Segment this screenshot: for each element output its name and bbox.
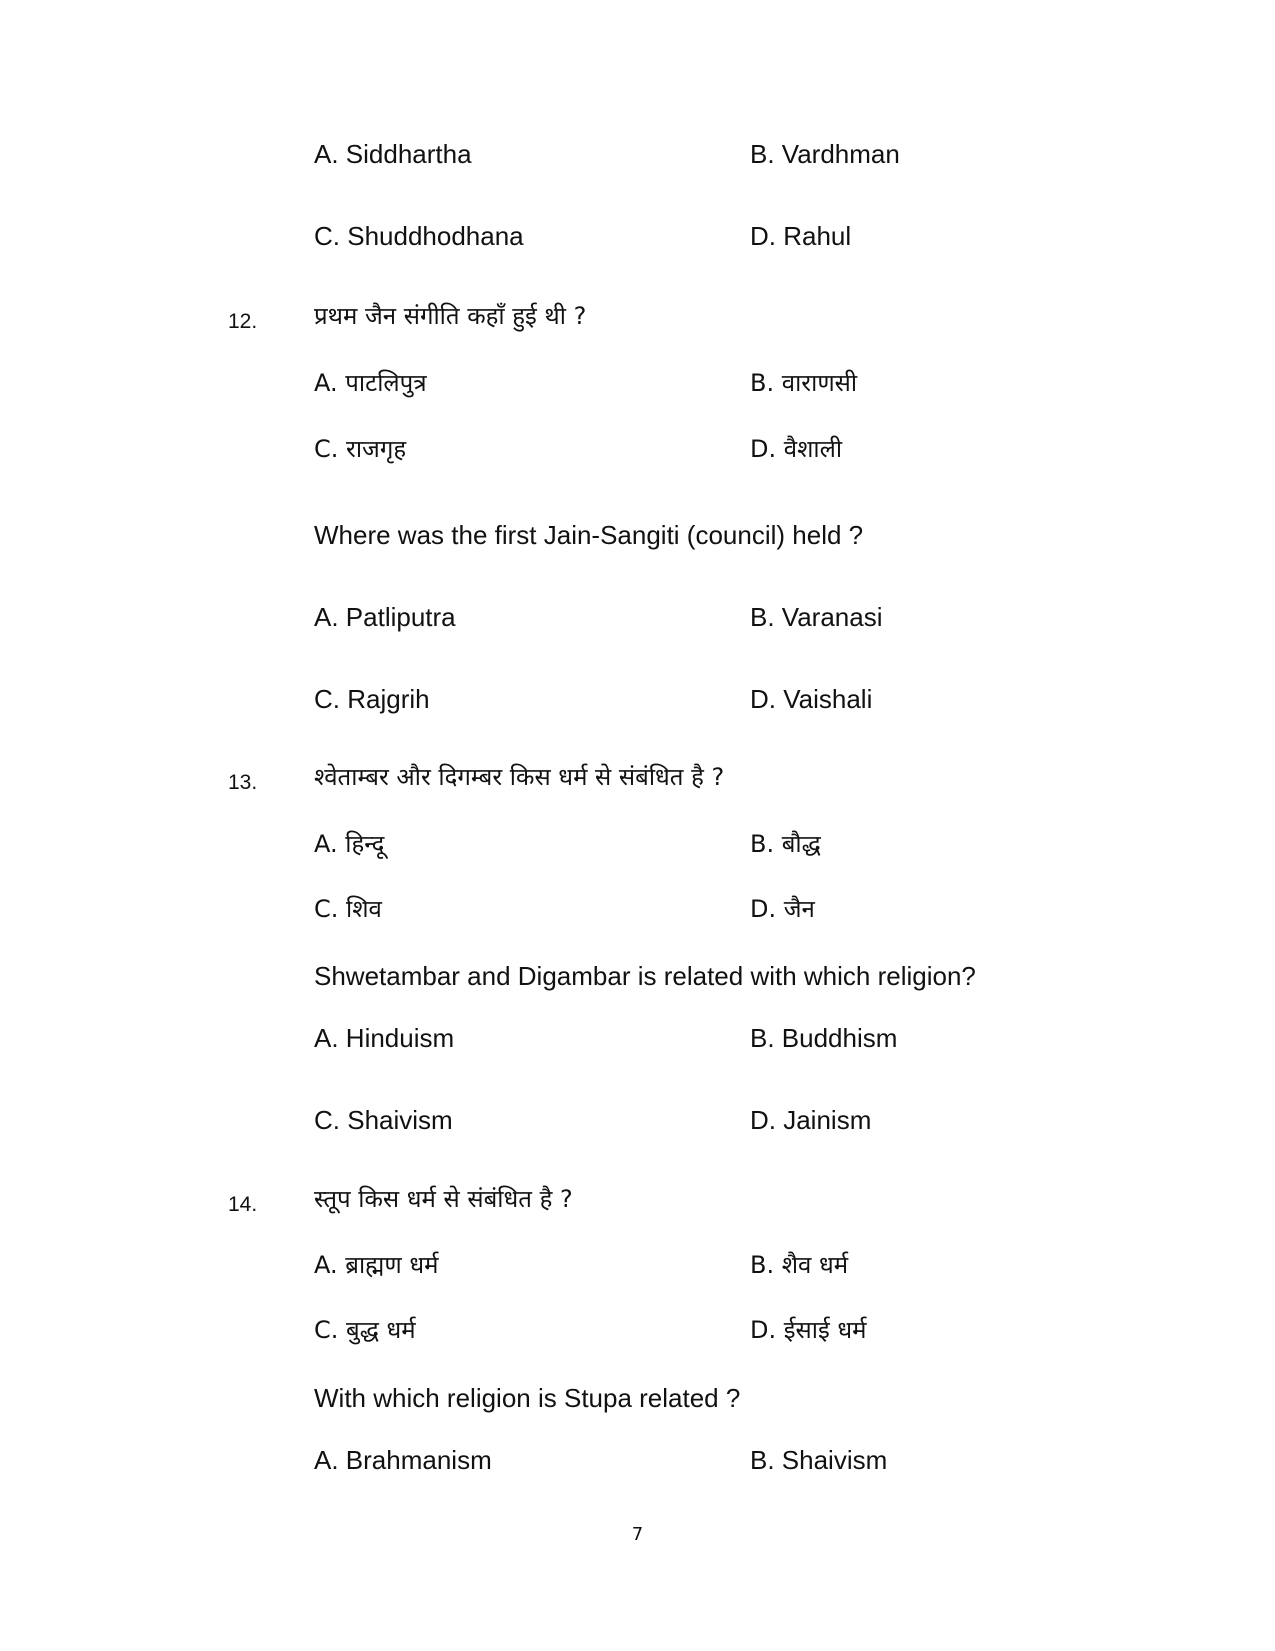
q13-option-b: B. Buddhism [750, 1023, 898, 1053]
q14-hindi-option-c: C. बुद्ध धर्म [314, 1316, 416, 1344]
q12-hindi-option-d: D. वैशाली [750, 435, 843, 463]
q12-hindi-option-a: A. पाटलिपुत्र [314, 369, 427, 397]
q14-hindi-option-a: A. ब्राह्मण धर्म [314, 1251, 439, 1279]
q12-number: 12. [228, 310, 258, 333]
q12-option-d: D. Vaishali [750, 684, 873, 714]
q11-option-a: A. Siddhartha [314, 139, 472, 169]
q12-english-question: Where was the first Jain-Sangiti (council) held ? [314, 520, 864, 550]
q14-option-b: B. Shaivism [750, 1445, 888, 1475]
q14-hindi-question: स्तूप किस धर्म से संबंधित है ? [314, 1185, 573, 1213]
q12-hindi-option-c: C. राजगृह [314, 435, 407, 463]
q12-option-c: C. Rajgrih [314, 684, 430, 714]
q11-option-d: D. Rahul [750, 221, 852, 251]
q13-hindi-option-b: B. बौद्ध [750, 830, 821, 858]
q13-english-question: Shwetambar and Digambar is related with which religion? [314, 961, 976, 991]
q13-hindi-question: श्वेताम्बर और दिगम्बर किस धर्म से संबंधित है ? [314, 763, 725, 791]
q12-hindi-question: प्रथम जैन संगीति कहाँ हुई थी ? [314, 302, 587, 330]
q12-option-b: B. Varanasi [750, 602, 883, 632]
q13-number: 13. [228, 771, 258, 794]
q11-option-b: B. Vardhman [750, 139, 900, 169]
q12-hindi-option-b: B. वाराणसी [750, 369, 858, 397]
q14-number: 14. [228, 1193, 258, 1216]
q14-hindi-option-b: B. शैव धर्म [750, 1251, 849, 1279]
q14-hindi-option-d: D. ईसाई धर्म [750, 1316, 867, 1344]
q13-option-a: A. Hinduism [314, 1023, 455, 1053]
q13-hindi-option-d: D. जैन [750, 895, 815, 923]
page-number: 7 [631, 1524, 644, 1545]
q12-option-a: A. Patliputra [314, 602, 456, 632]
q11-option-c: C. Shuddhodhana [314, 221, 524, 251]
q13-hindi-option-c: C. शिव [314, 895, 382, 923]
q13-option-c: C. Shaivism [314, 1105, 453, 1135]
q14-english-question: With which religion is Stupa related ? [314, 1383, 741, 1413]
q13-hindi-option-a: A. हिन्दू [314, 830, 385, 858]
q13-option-d: D. Jainism [750, 1105, 872, 1135]
q14-option-a: A. Brahmanism [314, 1445, 492, 1475]
